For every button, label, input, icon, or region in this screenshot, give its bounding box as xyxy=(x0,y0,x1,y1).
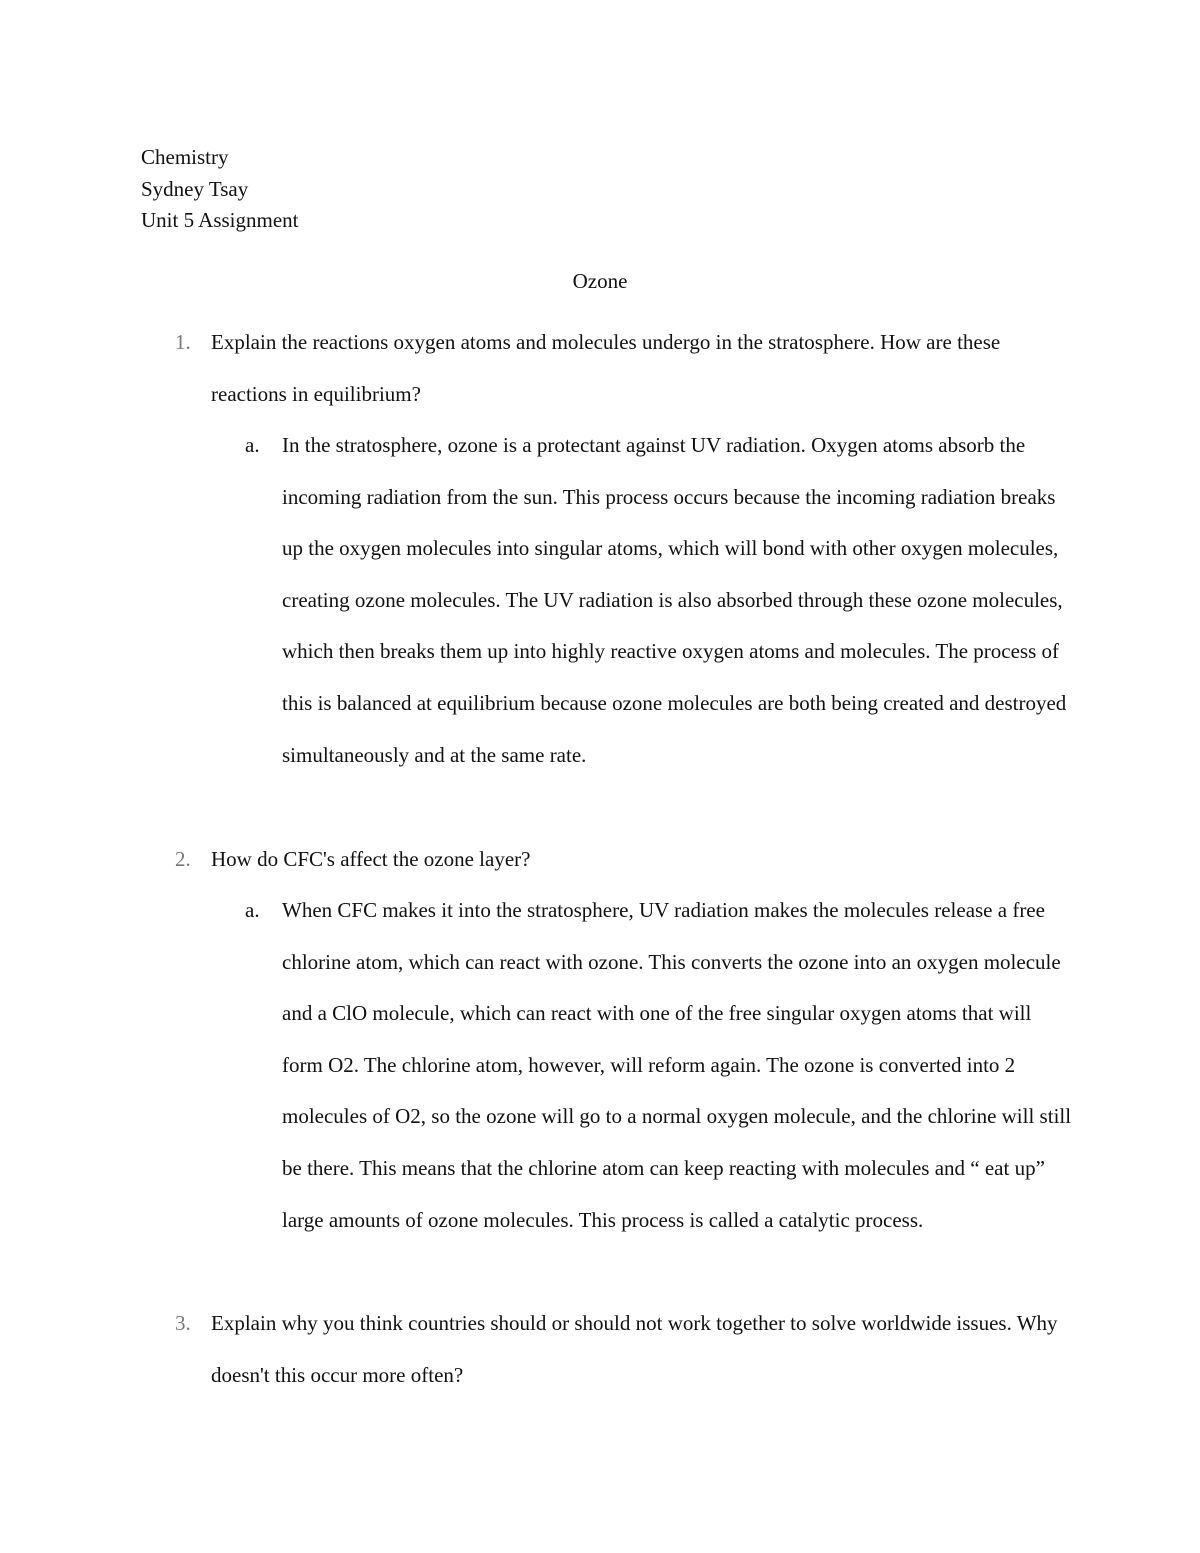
answer-marker: a. xyxy=(245,433,260,457)
document-header xyxy=(141,142,299,237)
question-text: How do CFC's affect the ozone layer? xyxy=(211,847,531,871)
answer-1a xyxy=(245,420,1072,781)
assignment-name: Unit 5 Assignment xyxy=(141,208,299,232)
answer-text: In the stratosphere, ozone is a protectant against UV radiation. Oxygen atoms absorb the incoming radiation from the sun. This process occurs because the incoming radiation breaks up the oxygen molecules into singular atoms, which will bond with other oxygen molecules, creating ozone molecules. The UV radiation is also absorbed through these ozone molecules, which then breaks them up into highly reactive oxygen atoms and molecules. The process of this is balanced at equilibrium because ozone molecules are both being created and destroyed simultaneously and at the same rate. xyxy=(282,433,1067,767)
document-title: Ozone xyxy=(572,269,628,293)
question-1 xyxy=(175,317,1071,420)
answer-text: When CFC makes it into the stratosphere, UV radiation makes the molecules release a free chlorine atom, which can react with ozone. This converts the ozone into an oxygen molecule and a ClO molecule, which can react with one of the free singular oxygen atoms that will form O2. The chlorine atom, however, will reform again. The ozone is converted into 2 molecules of O2, so the ozone will go to a normal oxygen molecule, and the chlorine will still be there. This means that the chlorine atom can keep reacting with molecules and “ eat up” large amounts of ozone molecules. This process is called a catalytic process. xyxy=(282,898,1072,1232)
question-number: 2. xyxy=(175,847,191,871)
question-text: Explain the reactions oxygen atoms and molecules undergo in the stratosphere. How are these reactions in equilibrium? xyxy=(211,330,1001,406)
answer-marker: a. xyxy=(245,898,260,922)
question-2 xyxy=(175,834,1071,886)
student-name: Sydney Tsay xyxy=(141,176,249,201)
question-number: 1. xyxy=(175,330,191,354)
course-name: Chemistry xyxy=(141,145,229,169)
question-text: Explain why you think countries should or should not work together to solve worldwide issues. Why doesn't this occur more often? xyxy=(211,1311,1058,1387)
question-number: 3. xyxy=(175,1311,191,1335)
answer-2a xyxy=(245,885,1072,1246)
question-3 xyxy=(175,1298,1071,1401)
